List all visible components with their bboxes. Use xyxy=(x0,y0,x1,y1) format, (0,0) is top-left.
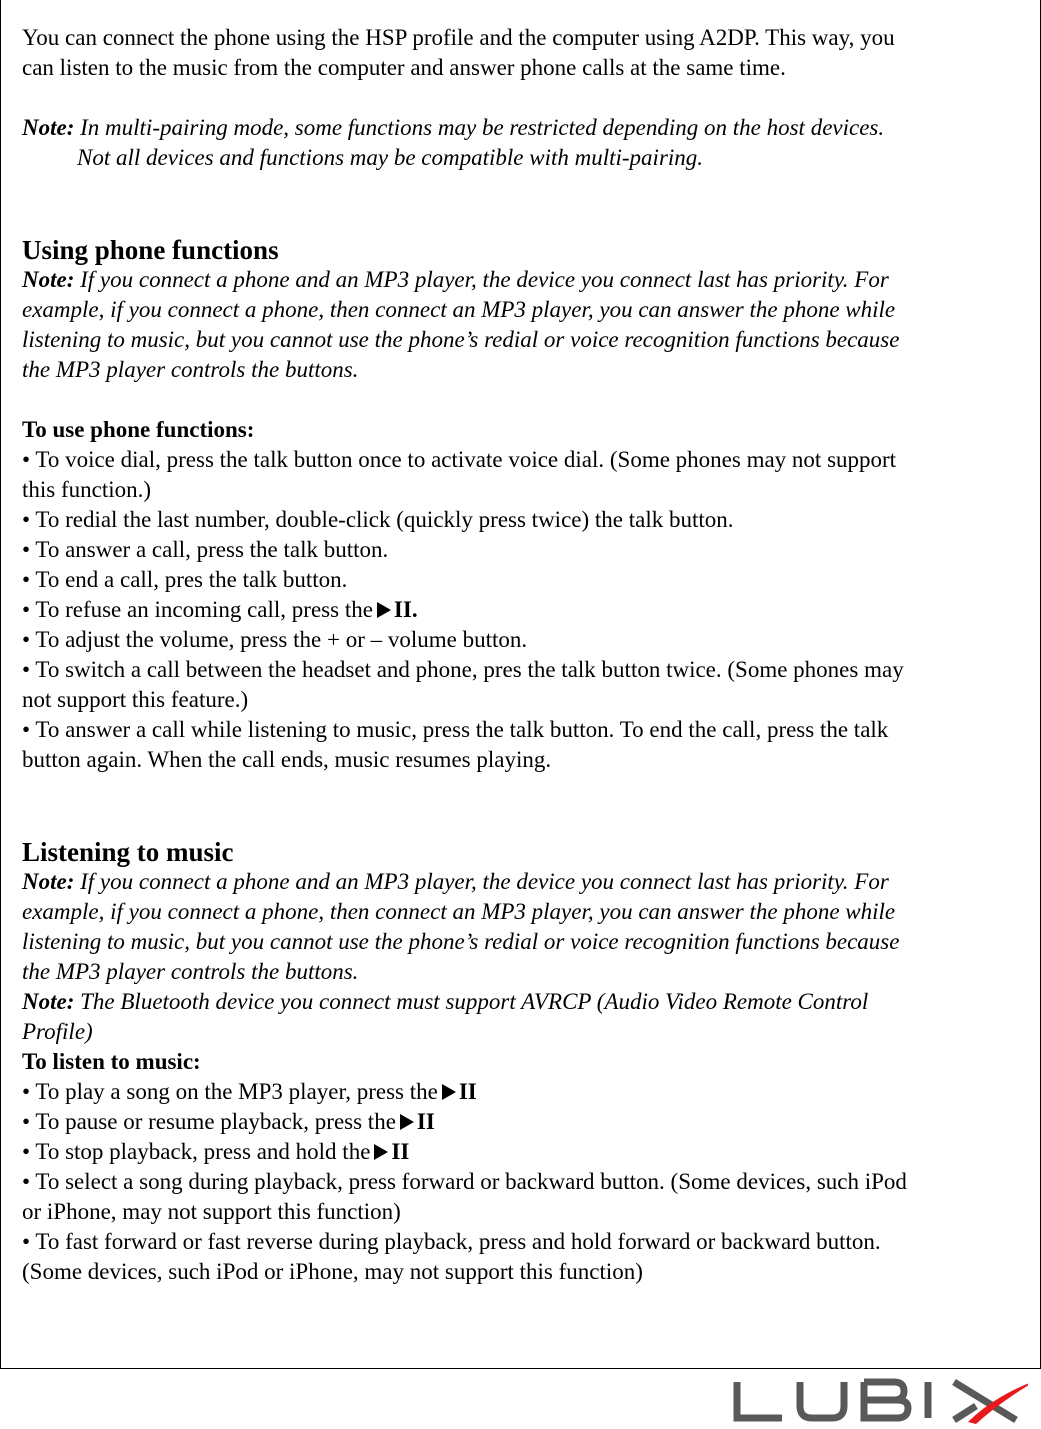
note-line xyxy=(22,897,1032,927)
line-text: • To answer a call, press the talk button. xyxy=(22,537,389,562)
bullet-item xyxy=(22,1077,1032,1107)
line-text: • To adjust the volume, press the + or – volume button. xyxy=(22,627,528,652)
body-line xyxy=(22,475,1032,505)
note-line xyxy=(22,355,1032,385)
body-line xyxy=(22,1257,1032,1287)
note-line xyxy=(22,927,1032,957)
play-pause-label: II. xyxy=(393,597,418,622)
bullet-item xyxy=(22,535,1032,565)
bullet-item xyxy=(22,1227,1032,1257)
line-text: • To voice dial, press the talk button once to activate voice dial. (Some phones may not support xyxy=(22,447,897,472)
note-line xyxy=(22,325,1032,355)
line-text: To use phone functions: xyxy=(22,417,255,442)
blank-line xyxy=(22,775,1032,805)
bullet-item xyxy=(22,655,1032,685)
line-text: • To end a call, pres the talk button. xyxy=(22,567,348,592)
note-line xyxy=(22,957,1032,987)
line-text: not support this feature.) xyxy=(22,687,249,712)
body-line xyxy=(22,23,1032,53)
line-text: • To switch a call between the headset and phone, pres the talk button twice. (Some phones may xyxy=(22,657,904,682)
bullet-item xyxy=(22,565,1032,595)
body-line xyxy=(22,53,1032,83)
line-text: example, if you connect a phone, then connect an MP3 player, you can answer the phone while xyxy=(22,297,896,322)
line-text: Not all devices and functions may be compatible with multi-pairing. xyxy=(77,145,704,170)
document-content xyxy=(22,23,1032,1287)
play-pause-icon xyxy=(377,602,391,618)
line-text: Using phone functions xyxy=(22,235,279,265)
note-line xyxy=(22,265,1032,295)
line-text: listening to music, but you cannot use the phone’s redial or voice recognition functions because xyxy=(22,929,900,954)
note-line xyxy=(22,113,1032,143)
line-text: or iPhone, may not support this function) xyxy=(22,1199,401,1224)
bullet-item xyxy=(22,1137,1032,1167)
section-heading xyxy=(22,233,1032,265)
bullet-item xyxy=(22,1107,1032,1137)
blank-line xyxy=(22,385,1032,415)
line-text: the MP3 player controls the buttons. xyxy=(22,357,359,382)
body-line xyxy=(22,745,1032,775)
subheading xyxy=(22,415,1032,445)
line-text: Listening to music xyxy=(22,837,234,867)
line-text: • To refuse an incoming call, press the xyxy=(22,597,373,622)
line-text: In multi-pairing mode, some functions may be restricted depending on the host devices. xyxy=(74,115,885,140)
line-text: Profile) xyxy=(22,1019,93,1044)
line-text: • To answer a call while listening to music, press the talk button. To end the call, press the talk xyxy=(22,717,889,742)
line-text: listening to music, but you cannot use the phone’s redial or voice recognition functions because xyxy=(22,327,900,352)
line-text: • To stop playback, press and hold the xyxy=(22,1139,371,1164)
body-line xyxy=(22,685,1032,715)
line-text: can listen to the music from the computer and answer phone calls at the same time. xyxy=(22,55,786,80)
bullet-item xyxy=(22,445,1032,475)
note-line xyxy=(22,143,1032,173)
line-text: (Some devices, such iPod or iPhone, may not support this function) xyxy=(22,1259,643,1284)
play-pause-label: II xyxy=(391,1139,410,1164)
play-pause-icon xyxy=(442,1084,456,1100)
play-pause-label: II xyxy=(458,1079,477,1104)
bullet-item xyxy=(22,595,1032,625)
blank-line xyxy=(22,83,1032,113)
line-text: example, if you connect a phone, then connect an MP3 player, you can answer the phone while xyxy=(22,899,896,924)
blank-line xyxy=(22,805,1032,835)
note-label: Note: xyxy=(22,267,75,292)
note-line xyxy=(22,295,1032,325)
note-line xyxy=(22,987,1032,1017)
line-text: • To fast forward or fast reverse during playback, press and hold forward or backward button. xyxy=(22,1229,881,1254)
blank-line xyxy=(22,203,1032,233)
line-text: The Bluetooth device you connect must support AVRCP (Audio Video Remote Control xyxy=(74,989,869,1014)
line-text: this function.) xyxy=(22,477,152,502)
line-text: button again. When the call ends, music resumes playing. xyxy=(22,747,552,772)
body-line xyxy=(22,1197,1032,1227)
note-label: Note: xyxy=(22,115,75,140)
subheading xyxy=(22,1047,1032,1077)
lubix-logo xyxy=(732,1378,1028,1424)
line-text: To listen to music: xyxy=(22,1049,201,1074)
line-text: the MP3 player controls the buttons. xyxy=(22,959,359,984)
line-text: If you connect a phone and an MP3 player, the device you connect last has priority. For xyxy=(74,267,889,292)
bullet-item xyxy=(22,715,1032,745)
line-text: You can connect the phone using the HSP profile and the computer using A2DP. This way, you xyxy=(22,25,895,50)
line-text: • To redial the last number, double-click (quickly press twice) the talk button. xyxy=(22,507,734,532)
play-pause-label: II xyxy=(416,1109,435,1134)
section-heading xyxy=(22,835,1032,867)
line-text: • To pause or resume playback, press the xyxy=(22,1109,396,1134)
bullet-item xyxy=(22,1167,1032,1197)
bullet-item xyxy=(22,625,1032,655)
note-line xyxy=(22,867,1032,897)
line-text: • To play a song on the MP3 player, press the xyxy=(22,1079,438,1104)
bullet-item xyxy=(22,505,1032,535)
play-pause-icon xyxy=(374,1144,388,1160)
note-line xyxy=(22,1017,1032,1047)
blank-line xyxy=(22,173,1032,203)
play-pause-icon xyxy=(400,1114,414,1130)
note-label: Note: xyxy=(22,869,75,894)
note-label: Note: xyxy=(22,989,75,1014)
line-text: • To select a song during playback, press forward or backward button. (Some devices, such iPod xyxy=(22,1169,907,1194)
line-text: If you connect a phone and an MP3 player, the device you connect last has priority. For xyxy=(74,869,889,894)
